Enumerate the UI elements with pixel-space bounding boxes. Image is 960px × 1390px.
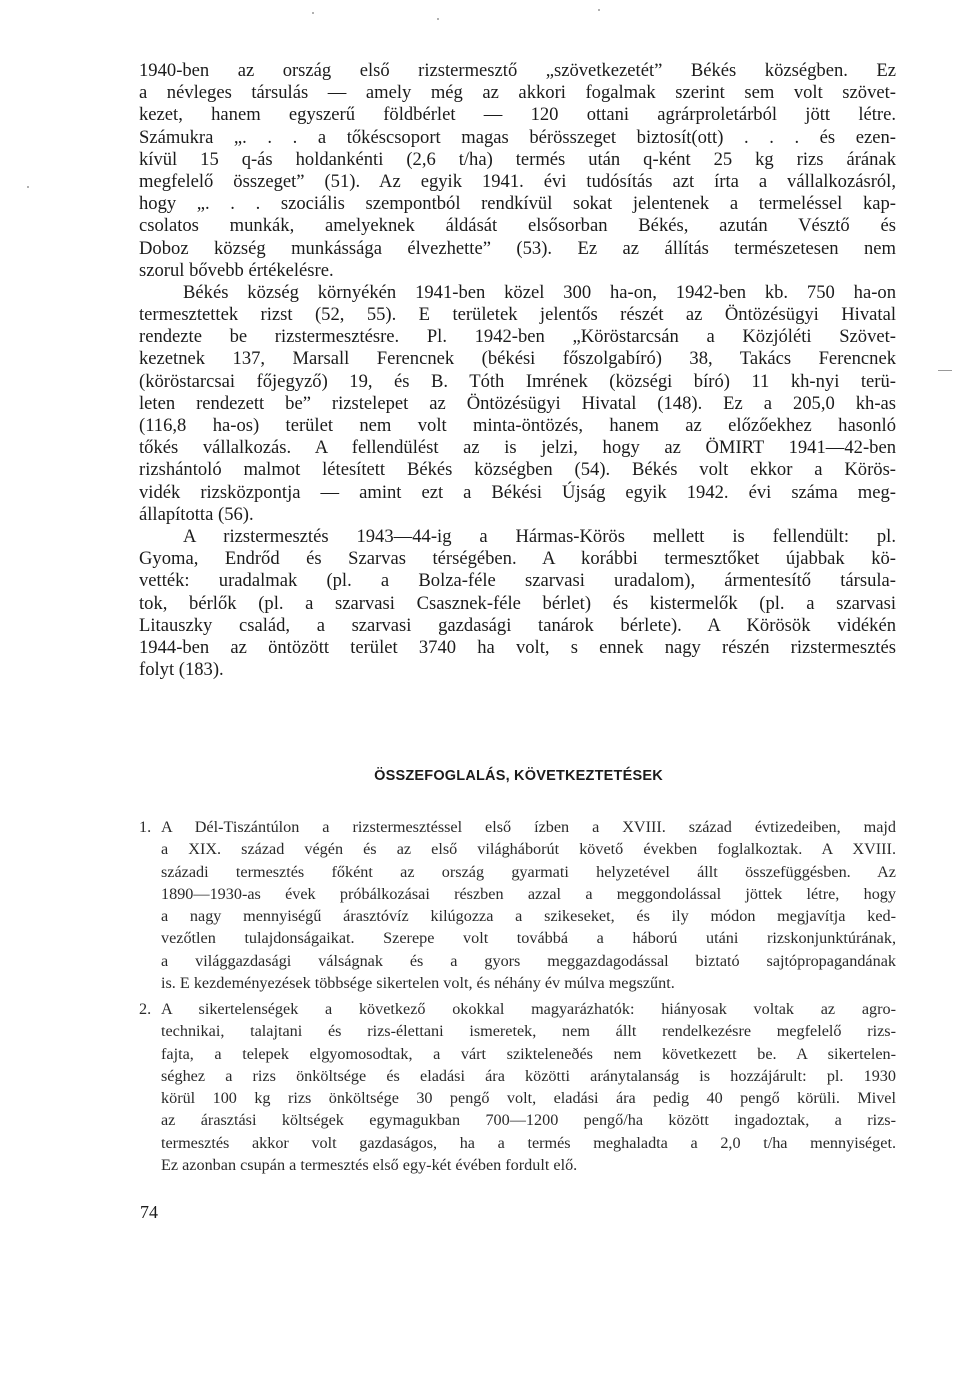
summary-line-text: A Dél-Tiszántúlon a rizstermesztéssel első ízben a XVIII. század évtizedeiben, majd xyxy=(161,818,896,836)
text-line: hogy „. . . szociális szempontból rendkívül sokat jelentenek a termeléssel kap- xyxy=(139,193,896,215)
summary-line: 1890—1930-as évek próbálkozásai részben azzal a meggondolással jöttek létre, hogy xyxy=(161,884,896,903)
text-line: 1944-ben az öntözött terület 3740 ha volt, s ennek nagy részén rizstermesztés xyxy=(139,636,896,658)
text-line: csolatos munkák, amelyeknek áldását elsősorban Békés, azután Vésztő és xyxy=(139,215,896,237)
text-line: A rizstermesztés 1943—44-ig a Hármas-Körös mellett is fellendült: pl. xyxy=(183,525,896,547)
page-number: 74 xyxy=(140,1202,158,1222)
summary-line: séghez a rizs önköltsége és eladási ára közötti aránytalanság is hozzájárult: pl. 1930 xyxy=(161,1066,896,1085)
text-line: Számukra „. . . a tőkéscsoport magas bérösszeget biztosít(ott) . . . és ezen- xyxy=(139,126,896,148)
scan-speck xyxy=(598,9,600,11)
item-number: 2. xyxy=(139,1000,152,1018)
text-line: tok, bérlők (pl. a szarvasi Csasznek-féle bérlet) és kistermelők (pl. a szarvasi xyxy=(139,592,896,614)
text-line: termesztettek rizst (52, 55). E területek jelentős részét az Öntözésügyi Hivatal xyxy=(139,304,896,326)
scan-speck xyxy=(312,12,314,14)
summary-item-1 xyxy=(139,816,896,994)
summary-line xyxy=(139,816,896,838)
text-line: tőkés vállalkozás. A fellendülést az is jelzi, hogy az ÖMIRT 1941—42-ben xyxy=(139,437,896,459)
summary-line: körül 100 kg rizs önköltsége 30 pengő volt, eladási ára pedig 40 pengő körüli. Mivel xyxy=(161,1089,896,1108)
scan-speck xyxy=(938,370,952,371)
summary-line: fajta, a telepek elgyomosodtak, a várt szikteleneðés nem következett be. A sikertelen- xyxy=(161,1044,896,1063)
summary-line: termesztés akkor volt gazdaságos, ha a termés meghaladta a 2,0 t/ha mennyiséget. xyxy=(161,1133,896,1152)
text-line: vették: uradalmak (pl. a Bolza-féle szarvasi uradalom), ármentesítő társula- xyxy=(139,570,896,592)
summary-line: századi termesztés főként az ország gyarmati helyzetével állt összefüggésben. Az xyxy=(161,862,896,881)
text-line: (116,8 ha-os) terület nem volt minta-öntözés, hanem az előzőekhez hasonló xyxy=(139,415,896,436)
text-line: megfelelő összeget” (51). Az egyik 1941. évi tudósítás azt írta a vállalkozásról, xyxy=(139,170,896,192)
summary-line: is. E kezdeményezések többsége sikertelen volt, és néhány év múlva megszűnt. xyxy=(161,974,675,993)
text-line: kezet, hanem egyszerű földbérlet — 120 ottani agrárproletárból jött létre. xyxy=(139,104,896,126)
text-line: Doboz község munkássága élvezhette” (53). Ez az állítás természetesen nem xyxy=(139,237,896,259)
summary-line-text: A sikertelenségek a következő okokkal magyarázhatók: hiányosak voltak az agro- xyxy=(161,1000,896,1018)
text-line: vidék rizsközpontja — amint ezt a Békési Újság egyik 1942. évi száma meg- xyxy=(139,481,896,503)
summary-line: a XIX. század végén és az első világháborút követő években foglalkoztak. A XVIII. xyxy=(161,840,896,859)
summary-line: a nagy mennyiségű árasztóvíz kilúgozza a szikeseket, és ily módon megjavítja ked- xyxy=(161,907,896,926)
text-line: leten rendezett be” rizstelepet az Öntözésügyi Hivatal (148). Ez a 205,0 kh-as xyxy=(139,392,896,414)
text-line: Békés község környékén 1941-ben közel 300 ha-on, 1942-ben kb. 750 ha-on xyxy=(183,281,896,303)
text-line: 1940-ben az ország első rizstermesztő „szövetkezetét” Békés községben. Ez xyxy=(139,60,896,81)
summary-line xyxy=(139,998,896,1020)
summary-line: technikai, talajtani és rizs-élettani ismeretek, nem állt rendelkezésre megfelelő rizs- xyxy=(161,1022,896,1041)
text-line: kezetnek 137, Marsall Ferencnek (békési főszolgabíró) 38, Takács Ferencnek xyxy=(139,348,896,370)
text-line: Litauszky család, a szarvasi gazdasági tanárok bérlete). A Körösök vidékén xyxy=(139,614,896,636)
section-title: ÖSSZEFOGLALÁS, KÖVETKEZTETÉSEK xyxy=(374,768,663,784)
body-text xyxy=(139,60,896,681)
text-line: szorul bővebb értékelésre. xyxy=(139,259,334,281)
text-line: rendezte be rizstermesztésre. Pl. 1942-ben „Köröstarcsán a Közjóléti Szövet- xyxy=(139,326,896,348)
summary-line: a világgazdasági válságnak és a gyors meggazdagodással biztató sajtópropagandának xyxy=(161,951,896,970)
summary-item-2 xyxy=(139,998,896,1176)
text-line: állapította (56). xyxy=(139,503,254,525)
text-line: a névleges társulás — amely még az akkori fogalmak szerint sem volt szövet- xyxy=(139,82,896,104)
text-line: (köröstarcsai főjegyző) 19, és B. Tóth Imrének (községi bíró) 11 kh-nyi terü- xyxy=(139,370,896,392)
summary-line: vezőtlen tulajdonságaikat. Szerepe volt továbbá a háború utáni rizskonjunktúrának, xyxy=(161,929,896,948)
summary-line: Ez azonban csupán a termesztés első egy-két évében fordult elő. xyxy=(161,1156,578,1175)
text-line: Gyoma, Endrőd és Szarvas térségében. A korábbi termesztőket újabbak kö- xyxy=(139,548,896,570)
text-line: kívül 15 q-ás holdankénti (2,6 t/ha) termés után q-ként 25 kg rizs árának xyxy=(139,148,896,170)
scan-speck xyxy=(437,18,439,20)
item-number: 1. xyxy=(139,818,152,836)
summary-line: az árasztási költségek egymagukban 700—1200 pengő/ha között ingadoztak, a rizs- xyxy=(161,1111,896,1130)
text-line: rizshántoló malmot létesített Békés községben (54). Békés volt ekkor a Körös- xyxy=(139,459,896,481)
scan-speck xyxy=(27,186,29,188)
text-line: folyt (183). xyxy=(139,659,224,681)
